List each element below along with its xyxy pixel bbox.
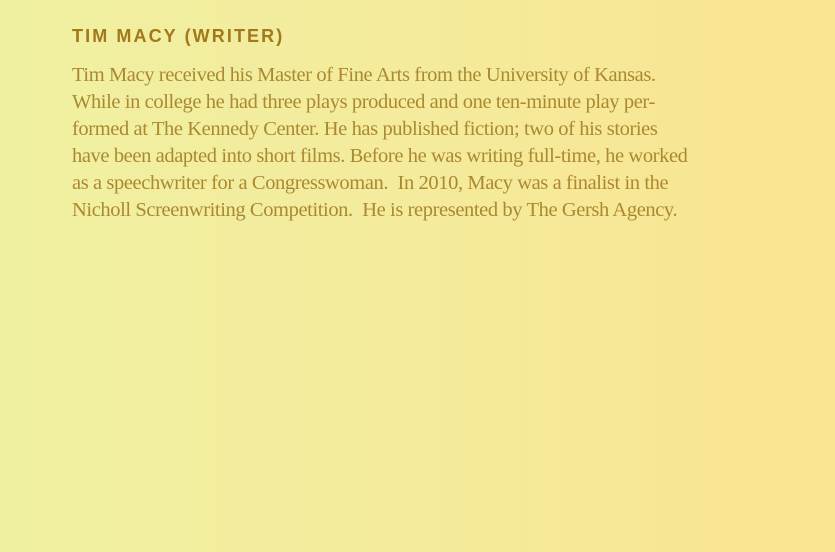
- bio-line: While in college he had three plays produced and one ten-minute play per-: [72, 91, 655, 113]
- bio-line: formed at The Kennedy Center. He has published fiction; two of his stories: [72, 118, 658, 140]
- page-title: TIM MACY (WRITER): [72, 26, 285, 47]
- bio-paragraph: [72, 62, 688, 224]
- bio-line: Tim Macy received his Master of Fine Arts from the University of Kansas.: [72, 64, 656, 86]
- bio-line: have been adapted into short films. Before he was writing full-time, he worked: [72, 145, 688, 167]
- bio-line: Nicholl Screenwriting Competition. He is represented by The Gersh Agency.: [72, 199, 678, 221]
- bio-line: as a speechwriter for a Congresswoman. In 2010, Macy was a finalist in the: [72, 172, 669, 194]
